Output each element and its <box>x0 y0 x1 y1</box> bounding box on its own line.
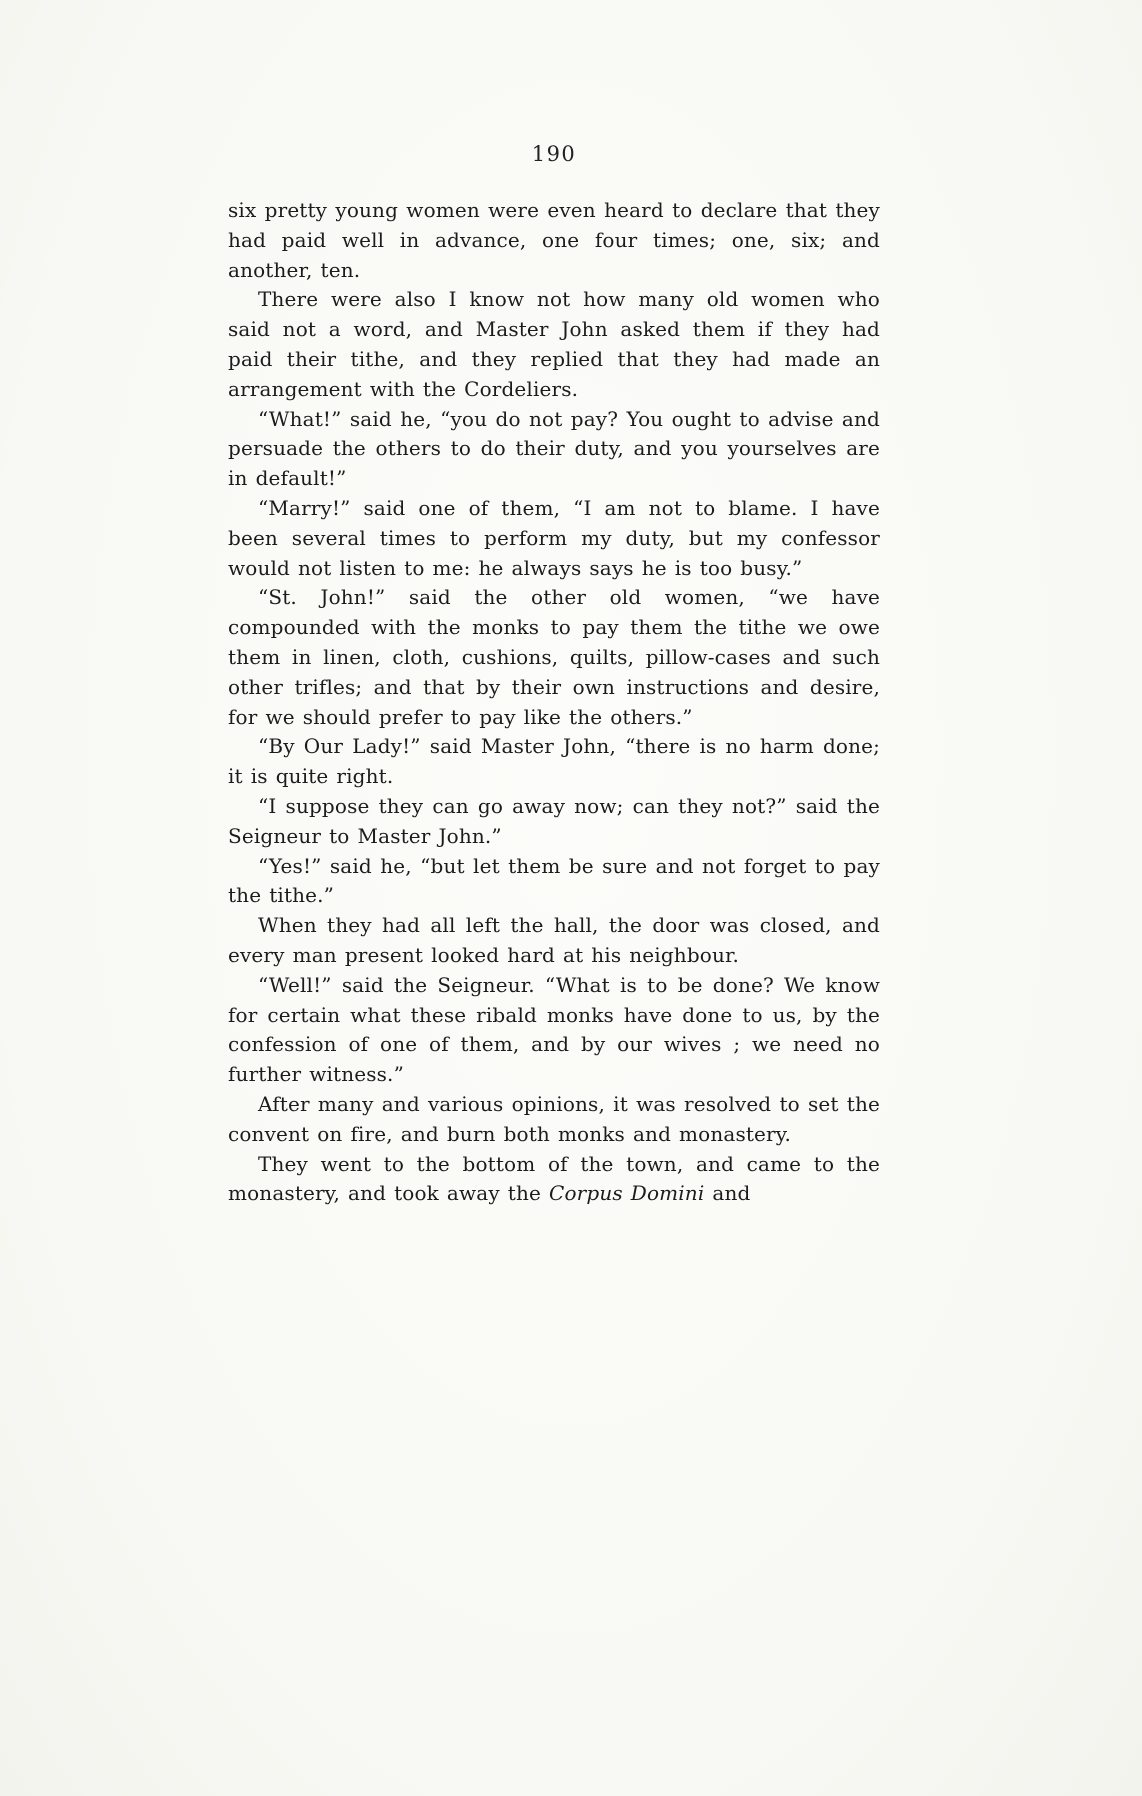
body-text: “By Our Lady!” said Master John, “there is no harm done; it is quite right. <box>228 734 880 789</box>
paragraph <box>228 1150 880 1210</box>
paragraph <box>228 971 880 1090</box>
body-text: “St. John!” said the other old women, “we have compounded with the monks to pay them the tithe we owe them in linen, cloth, cushions, quilts, pillow-cases and such other trifles; and that by their own instructions and desire, for we should prefer to pay like the others.” <box>228 585 880 729</box>
paragraph <box>228 405 880 494</box>
body-text: “Yes!” said he, “but let them be sure and not forget to pay the tithe.” <box>228 853 880 908</box>
body-text: “Marry!” said one of them, “I am not to blame. I have been several times to perform my duty, but my confessor would not listen to me: he always says he is too busy.” <box>228 495 880 580</box>
page-number: 190 <box>531 142 577 166</box>
body-text: After many and various opinions, it was resolved to set the convent on fire, and burn both monks and monastery. <box>228 1091 880 1146</box>
paragraph <box>228 494 880 583</box>
paragraph <box>228 583 880 732</box>
body-text: and <box>704 1181 751 1206</box>
body-text: “Well!” said the Seigneur. “What is to be done? We know for certain what these ribald monks have done to us, by the confession of one of them, and by our wives ; we need no further witness.” <box>228 972 880 1087</box>
body-text: When they had all left the hall, the door was closed, and every man present looked hard at his neighbour. <box>228 913 880 967</box>
body-text: “What!” said he, “you do not pay? You ought to advise and persuade the others to do their duty, and you yourselves are in default!” <box>228 406 880 491</box>
body-text: There were also I know not how many old women who said not a word, and Master John asked them if they had paid their tithe, and they replied that they had made an arrangement with the Cordeliers. <box>228 287 880 401</box>
body-text: six pretty young women were even heard to declare that they had paid well in advance, one four times; one, six; and another, ten. <box>228 198 880 282</box>
text-block <box>228 196 880 1209</box>
paragraph <box>228 196 880 285</box>
italic-text: Corpus Domini <box>549 1181 705 1206</box>
paragraph <box>228 911 880 971</box>
paragraph <box>228 852 880 912</box>
body-text: “I suppose they can go away now; can they not?” said the Seigneur to Master John.” <box>228 793 880 848</box>
body-text: They went to the bottom of the town, and came to the monastery, and took away the <box>228 1151 880 1206</box>
paragraph <box>228 792 880 852</box>
paragraph <box>228 285 880 404</box>
paragraph <box>228 1090 880 1150</box>
paragraph <box>228 732 880 792</box>
